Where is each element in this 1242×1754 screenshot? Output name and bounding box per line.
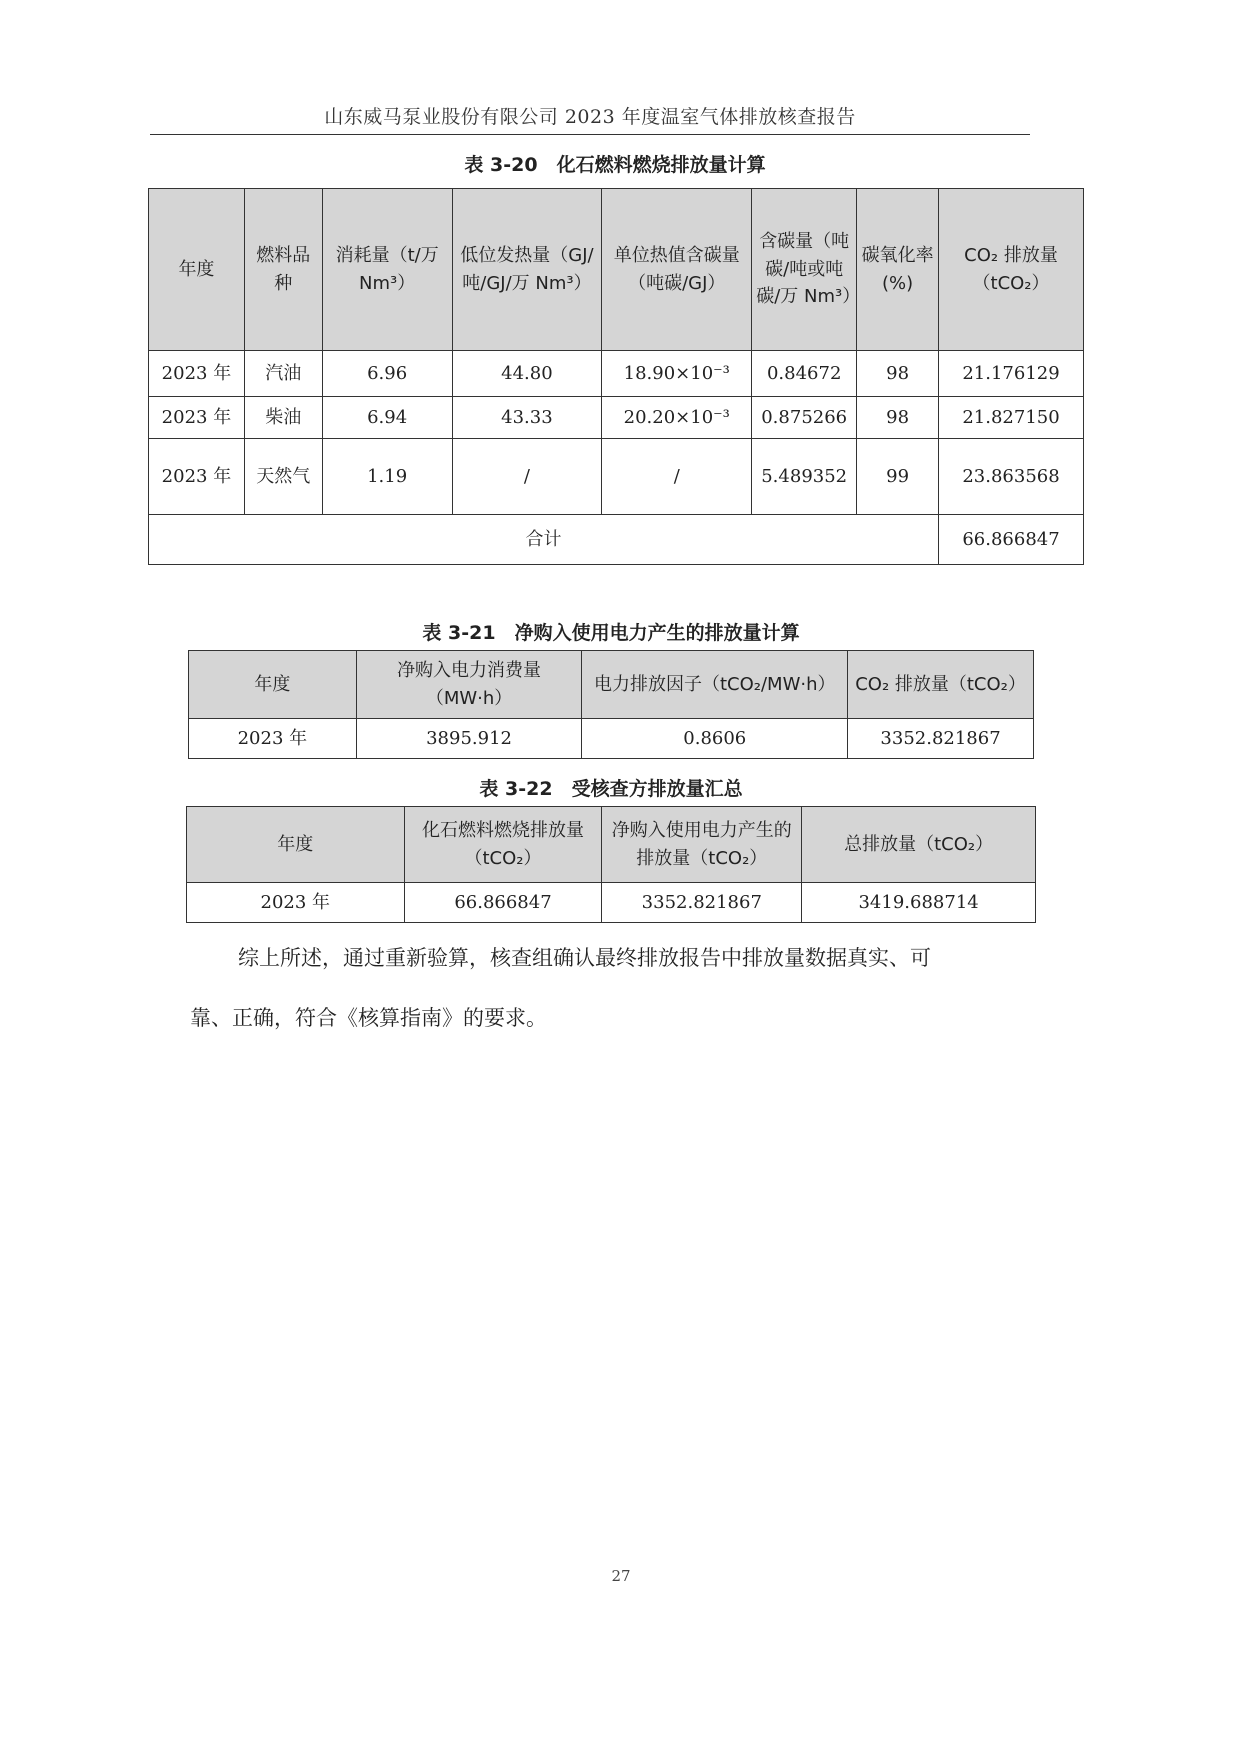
header-cell: 电力排放因子（tCO₂/MW·h） [582,651,848,719]
table-cell: 98 [857,351,939,397]
header-cell: 总排放量（tCO₂） [802,807,1036,883]
table-cell: 21.827150 [939,397,1084,439]
table-cell: 3352.821867 [602,883,802,923]
table-cell: 20.20×10⁻³ [602,397,752,439]
table-3-20-caption: 表 3-20 化石燃料燃烧排放量计算 [464,154,766,176]
header-cell: 碳氧化率(%) [857,189,939,351]
table-row [149,351,1084,397]
table-cell: 3419.688714 [802,883,1036,923]
table-cell: / [602,439,752,515]
table-cell: 天然气 [244,439,322,515]
page-number: 27 [611,1567,631,1585]
header-cell: 消耗量（t/万 Nm³） [322,189,452,351]
header-cell: CO₂ 排放量（tCO₂） [939,189,1084,351]
table-cell: 21.176129 [939,351,1084,397]
table-row [149,439,1084,515]
header-cell: 燃料品种 [244,189,322,351]
header-rule [150,134,1030,135]
table-cell: 6.94 [322,397,452,439]
total-value: 66.866847 [939,515,1084,565]
table-row [187,883,1036,923]
fossil-fuel-table [148,188,1084,565]
header-cell: 净购入使用电力产生的排放量（tCO₂） [602,807,802,883]
table-cell: 1.19 [322,439,452,515]
table-cell: 18.90×10⁻³ [602,351,752,397]
table-3-22-header-row [187,807,1036,883]
table-row [149,397,1084,439]
table-cell: 2023 年 [187,883,405,923]
table-3-20-header-row [149,189,1084,351]
header-cell: 年度 [189,651,357,719]
page-header: 山东威马泵业股份有限公司 2023 年度温室气体排放核查报告 [324,106,856,128]
header-cell: 含碳量（吨碳/吨或吨碳/万 Nm³） [752,189,857,351]
header-cell: CO₂ 排放量（tCO₂） [848,651,1034,719]
table-cell: 6.96 [322,351,452,397]
table-cell: 3352.821867 [848,719,1034,759]
conclusion-line-1: 综上所述，通过重新验算，核查组确认最终排放报告中排放量数据真实、可 [238,946,931,970]
table-3-22-caption: 表 3-22 受核查方排放量汇总 [479,778,743,800]
table-cell: 44.80 [452,351,602,397]
table-cell: 3895.912 [356,719,582,759]
header-cell: 年度 [187,807,405,883]
table-cell: 66.866847 [404,883,602,923]
table-cell: 99 [857,439,939,515]
table-cell: 汽油 [244,351,322,397]
purchased-electricity-table [188,650,1034,759]
table-cell: 2023 年 [149,397,245,439]
table-cell: 2023 年 [189,719,357,759]
emission-summary-table [186,806,1036,923]
table-cell: 5.489352 [752,439,857,515]
table-3-21-header-row [189,651,1034,719]
table-cell: 0.8606 [582,719,848,759]
table-cell: 43.33 [452,397,602,439]
header-cell: 年度 [149,189,245,351]
table-total-row [149,515,1084,565]
conclusion-line-2: 靠、正确，符合《核算指南》的要求。 [190,1006,547,1030]
header-cell: 净购入电力消费量（MW·h） [356,651,582,719]
header-cell: 低位发热量（GJ/吨/GJ/万 Nm³） [452,189,602,351]
table-cell: 柴油 [244,397,322,439]
table-cell: / [452,439,602,515]
table-3-21-caption: 表 3-21 净购入使用电力产生的排放量计算 [422,622,800,644]
table-cell: 2023 年 [149,351,245,397]
table-cell: 23.863568 [939,439,1084,515]
header-cell: 化石燃料燃烧排放量（tCO₂） [404,807,602,883]
total-label: 合计 [149,515,939,565]
table-cell: 0.875266 [752,397,857,439]
header-cell: 单位热值含碳量（吨碳/GJ） [602,189,752,351]
table-cell: 2023 年 [149,439,245,515]
table-cell: 0.84672 [752,351,857,397]
table-cell: 98 [857,397,939,439]
table-row [189,719,1034,759]
